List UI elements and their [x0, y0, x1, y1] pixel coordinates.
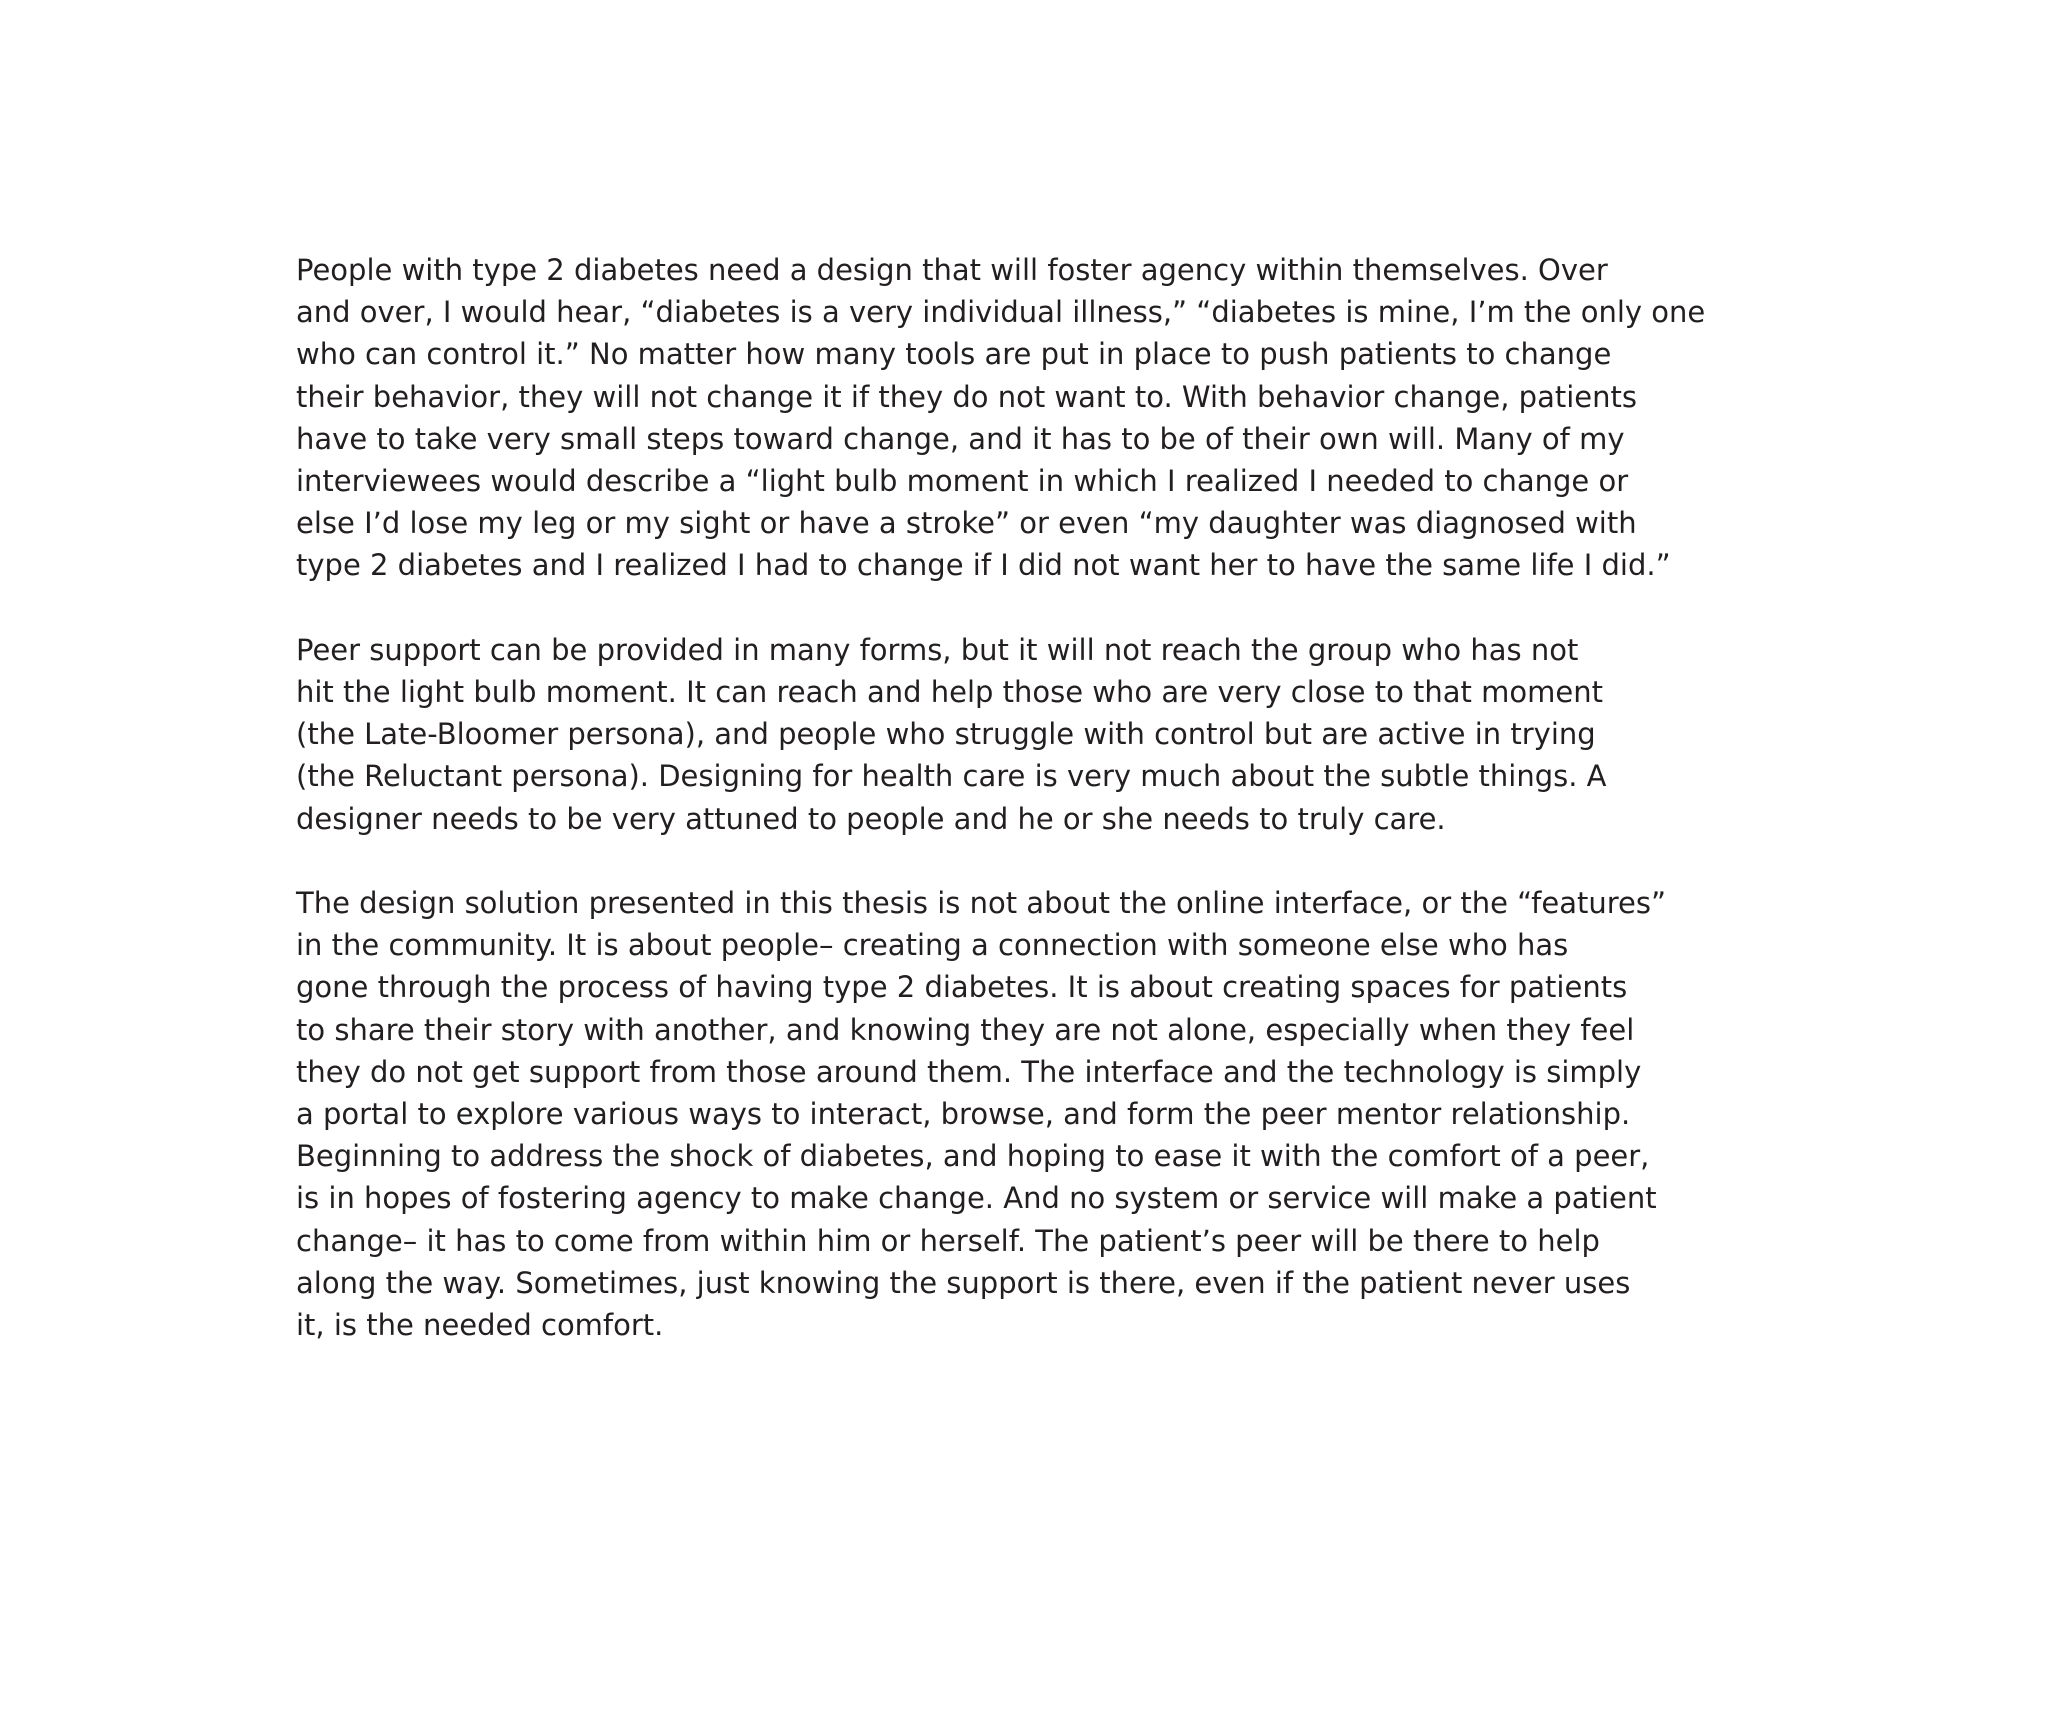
text-line: in the community. It is about people– creating a connection with someone else who has [296, 928, 1569, 963]
text-line: who can control it.” No matter how many tools are put in place to push patients to change [296, 337, 1612, 372]
text-line: type 2 diabetes and I realized I had to change if I did not want her to have the same life I did.” [296, 548, 1671, 583]
text-line: it, is the needed comfort. [296, 1308, 664, 1343]
text-line: is in hopes of fostering agency to make change. And no system or service will make a patient [296, 1181, 1657, 1216]
text-line: change– it has to come from within him or herself. The patient’s peer will be there to help [296, 1223, 1600, 1258]
paragraph-peer-support [296, 629, 1607, 840]
paragraph-design-solution [296, 882, 1666, 1346]
text-line: they do not get support from those around them. The interface and the technology is simply [296, 1054, 1642, 1089]
text-line: their behavior, they will not change it if they do not want to. With behavior change, patients [296, 379, 1637, 414]
paragraph-agency [296, 249, 1706, 587]
text-line: The design solution presented in this thesis is not about the online interface, or the “features” [296, 886, 1666, 921]
text-line: hit the light bulb moment. It can reach and help those who are very close to that moment [296, 675, 1603, 710]
text-line: Peer support can be provided in many forms, but it will not reach the group who has not [296, 632, 1579, 667]
text-line: designer needs to be very attuned to people and he or she needs to truly care. [296, 801, 1446, 836]
text-line: (the Late-Bloomer persona), and people who struggle with control but are active in trying [296, 717, 1596, 752]
text-line: People with type 2 diabetes need a design that will foster agency within themselves. Over [296, 253, 1608, 287]
text-line: a portal to explore various ways to interact, browse, and form the peer mentor relationship. [296, 1097, 1631, 1132]
text-line: have to take very small steps toward change, and it has to be of their own will. Many of my [296, 421, 1625, 456]
text-line: Beginning to address the shock of diabetes, and hoping to ease it with the comfort of a peer, [296, 1139, 1650, 1174]
text-line: and over, I would hear, “diabetes is a very individual illness,” “diabetes is mine, I’m the only one [296, 295, 1706, 330]
text-line: to share their story with another, and knowing they are not alone, especially when they feel [296, 1012, 1635, 1047]
text-line: interviewees would describe a “light bulb moment in which I realized I needed to change or [296, 464, 1629, 499]
body-text [296, 249, 1706, 1346]
text-line: gone through the process of having type 2 diabetes. It is about creating spaces for patients [296, 970, 1628, 1005]
text-line: along the way. Sometimes, just knowing the support is there, even if the patient never uses [296, 1265, 1631, 1300]
text-line: else I’d lose my leg or my sight or have a stroke” or even “my daughter was diagnosed with [296, 506, 1637, 541]
text-line: (the Reluctant persona). Designing for health care is very much about the subtle things. A [296, 759, 1607, 794]
